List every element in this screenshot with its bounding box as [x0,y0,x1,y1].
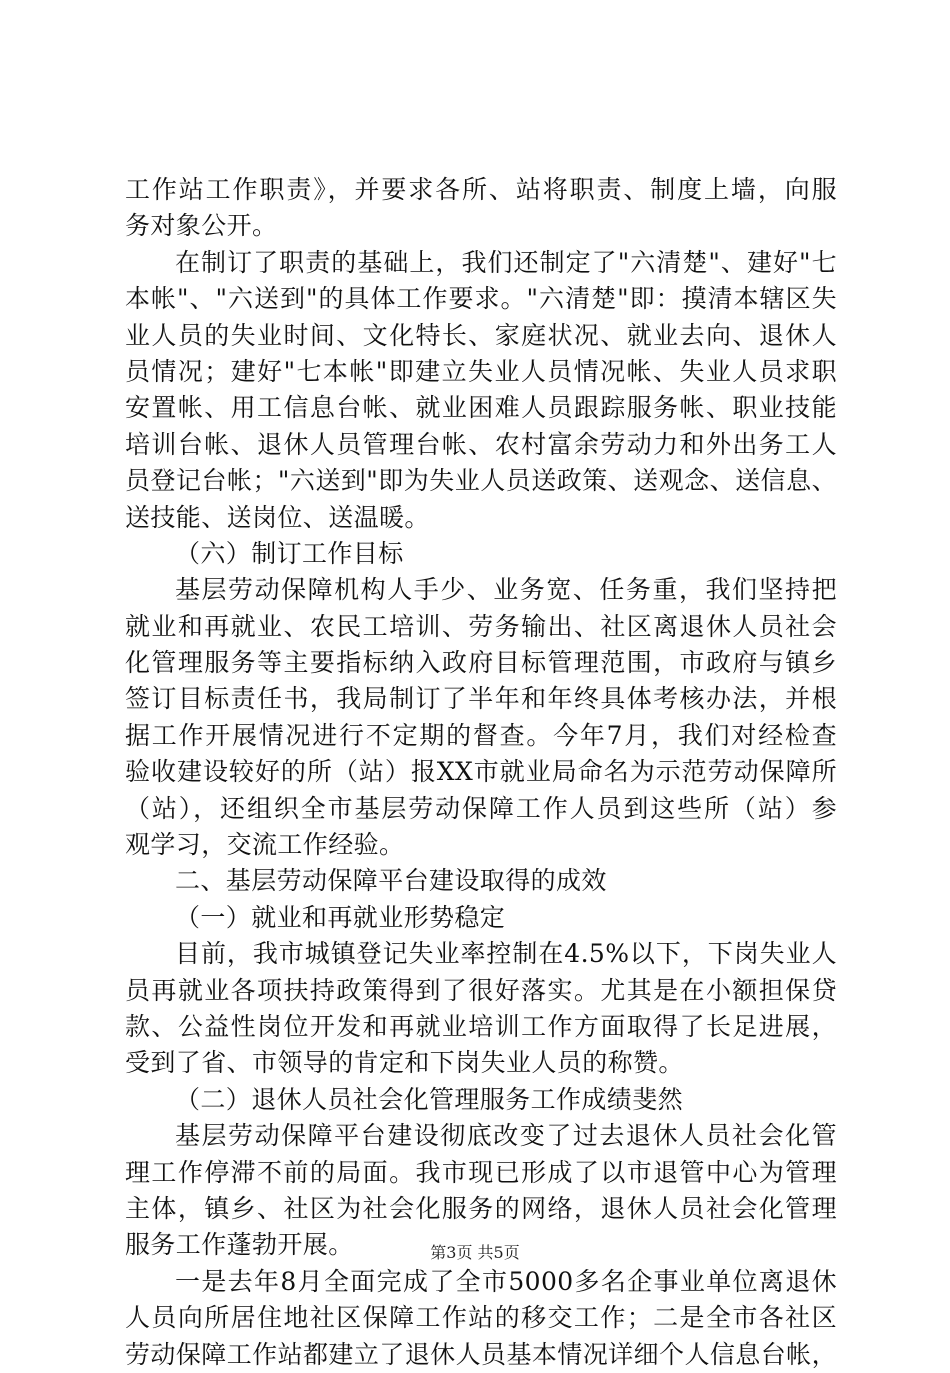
section-heading: （六）制订工作目标 [175,538,404,568]
text-line: 验收建设较好的所（站）报XX市就业局命名为示范劳动保障所 [125,757,837,787]
text-line: 工作站工作职责》，并要求各所、站将职责、制度上墙，向服 [125,175,837,204]
text-line: 安置帐、用工信息台帐、就业困难人员跟踪服务帐、职业技能 [125,393,837,423]
text-line: 就业和再就业、农民工培训、劳务输出、社区离退休人员社会 [125,611,837,641]
text-line: 主体，镇乡、社区为社会化服务的网络，退休人员社会化管理 [125,1193,837,1223]
text-line: 签订目标责任书，我局制订了半年和年终具体考核办法，并根 [125,684,837,714]
paragraph-start-line: 目前，我市城镇登记失业率控制在4.5%以下，下岗失业人 [175,939,837,969]
text-line: 劳动保障工作站都建立了退休人员基本情况详细个人信息台帐， [125,1339,837,1369]
text-line: 化管理服务等主要指标纳入政府目标管理范围，市政府与镇乡 [125,648,837,678]
text-line: （站），还组织全市基层劳动保障工作人员到这些所（站）参 [125,793,837,823]
paragraph-start-line: 基层劳动保障机构人手少、业务宽、任务重，我们坚持把 [175,575,837,605]
text-line: 员情况；建好"七本帐"即建立失业人员情况帐、失业人员求职 [125,356,837,386]
text-line: 人员向所居住地社区保障工作站的移交工作；二是全市各社区 [125,1303,837,1333]
paragraph-start-line: 在制订了职责的基础上，我们还制定了"六清楚"、建好"七 [175,247,837,277]
text-line: 业人员的失业时间、文化特长、家庭状况、就业去向、退休人 [125,320,837,350]
text-line: 培训台帐、退休人员管理台帐、农村富余劳动力和外出务工人 [125,429,837,459]
text-line: 送技能、送岗位、送温暖。 [125,502,430,532]
text-line: 观学习，交流工作经验。 [125,830,405,860]
page-number-footer: 第3页 共5页 [430,1243,520,1262]
text-line: 员再就业各项扶持政策得到了很好落实。尤其是在小额担保贷 [125,975,837,1005]
section-heading: （一）就业和再就业形势稳定 [175,902,506,932]
paragraph-start-line: 一是去年8月全面完成了全市5000多名企事业单位离退休 [175,1266,837,1296]
text-line: 理工作停滞不前的局面。我市现已形成了以市退管中心为管理 [125,1157,837,1187]
text-line: 据工作开展情况进行不定期的督查。今年7月，我们对经检查 [125,720,837,750]
paragraph-start-line: 基层劳动保障平台建设彻底改变了过去退休人员社会化管 [175,1121,837,1151]
text-line: 务对象公开。 [125,211,278,241]
document-body [125,172,837,1373]
section-heading: 二、基层劳动保障平台建设取得的成效 [175,866,607,896]
text-line: 员登记台帐；"六送到"即为失业人员送政策、送观念、送信息、 [125,466,837,496]
text-line: 本帐"、"六送到"的具体工作要求。"六清楚"即：摸清本辖区失 [125,284,837,314]
text-line: 款、公益性岗位开发和再就业培训工作方面取得了长足进展， [125,1011,837,1041]
section-heading: （二）退休人员社会化管理服务工作成绩斐然 [175,1084,684,1114]
text-line: 服务工作蓬勃开展。 [125,1230,354,1260]
text-line: 受到了省、市领导的肯定和下岗失业人员的称赞。 [125,1048,684,1078]
